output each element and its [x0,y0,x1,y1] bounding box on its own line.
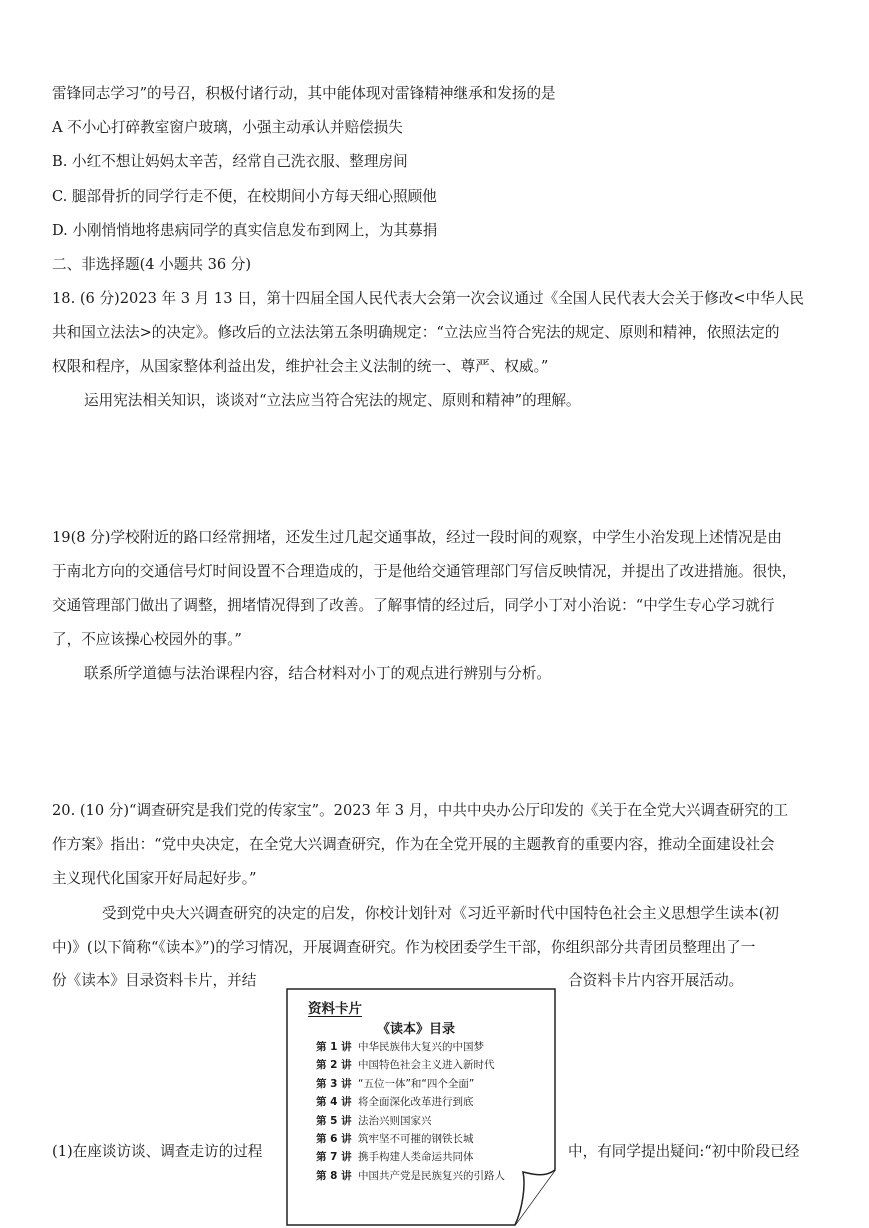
q19-line-2: 于南北方向的交通信号灯时间设置不合理造成的，于是他给交通管理部门写信反映情况，并提出了改进措施。很快， [52,563,797,580]
toc-item-title: 携手构建人类命运共同体 [358,1151,474,1164]
toc-item [316,1130,505,1148]
q18-line-2: 共和国立法法>的决定》。修改后的立法法第五条明确规定：“立法应当符合宪法的规定、原则和精神，依照法定的 [52,324,780,341]
q19-line-4: 了，不应该操心校园外的事。” [52,631,242,648]
toc-item-title: 筑牢坚不可摧的钢铁长城 [358,1132,474,1145]
q17-option-a: A 不小心打碎教室窗户玻璃，小强主动承认并赔偿损失 [52,119,403,136]
q20-line-2: 作方案》指出：“党中央决定，在全党大兴调查研究，作为在全党开展的主题教育的重要内容，推动全面建设社会 [52,836,775,853]
toc-item-title: 中华民族伟大复兴的中国梦 [358,1041,484,1053]
card-heading: 《读本》目录 [376,1022,455,1037]
toc-item-number: 第 1 讲 [316,1041,352,1053]
toc-item-number: 第 8 讲 [316,1169,352,1182]
toc-item [316,1075,505,1093]
q18-question: 运用宪法相关知识，谈谈对“立法应当符合宪法的规定、原则和精神”的理解。 [84,392,581,409]
toc-item [316,1093,505,1111]
q18-line-1: 18. (6 分)2023 年 3 月 13 日，第十四届全国人民代表大会第一次会议通过《全国人民代表大会关于修改<中华人民 [52,290,804,307]
toc-item-title: 法治兴则国家兴 [358,1114,432,1127]
toc-item [316,1148,505,1166]
toc-item [316,1038,505,1056]
toc-item-number: 第 3 讲 [316,1077,352,1090]
resource-card [286,988,556,1226]
toc-item-number: 第 2 讲 [316,1059,352,1072]
toc-item-title: 将全面深化改革进行到底 [358,1096,474,1109]
toc-item-number: 第 6 讲 [316,1132,352,1145]
card-title: 资料卡片 [308,1001,362,1017]
toc-list [316,1038,505,1185]
q17-option-d: D. 小刚悄悄地将患病同学的真实信息发布到网上，为其募捐 [52,222,438,239]
toc-item-title: “五位一体”和“四个全面” [358,1077,475,1090]
q20-sub1-left: (1)在座谈访谈、调查走访的过程 [52,1143,263,1160]
q17-stem-tail: 雷锋同志学习”的号召，积极付诸行动，其中能体现对雷锋精神继承和发扬的是 [52,85,556,102]
toc-item [316,1112,505,1130]
toc-item-number: 第 5 讲 [316,1114,352,1127]
toc-item-title: 中国特色社会主义进入新时代 [358,1059,495,1072]
q20-split-line-right: 合资料卡片内容开展活动。 [568,972,744,989]
section-heading: 二、非选择题(4 小题共 36 分) [52,256,252,273]
toc-item-title: 中国共产党是民族复兴的引路人 [358,1169,505,1182]
toc-item [316,1056,505,1074]
toc-item-number: 第 4 讲 [316,1096,352,1109]
toc-item-number: 第 7 讲 [316,1151,352,1164]
q20-sub1-right: 中，有同学提出疑问:“初中阶段已经 [568,1143,800,1160]
q19-line-3: 交通管理部门做出了调整，拥堵情况得到了改善。了解事情的经过后，同学小丁对小治说：“中学生专心学习就行 [52,597,775,614]
q20-split-line-left: 份《读本》目录资料卡片，并结 [52,972,257,989]
q19-question: 联系所学道德与法治课程内容，结合材料对小丁的观点进行辨别与分析。 [84,665,552,682]
q17-option-c: C. 腿部骨折的同学行走不便，在校期间小方每天细心照顾他 [52,188,437,205]
q19-line-1: 19(8 分)学校附近的路口经常拥堵，还发生过几起交通事故，经过一段时间的观察，中学生小治发现上述情况是由 [52,529,782,546]
q17-option-b: B. 小红不想让妈妈太辛苦，经常自己洗衣服、整理房间 [52,153,408,170]
q20-para2-line-1: 受到党中央大兴调查研究的决定的启发，你校计划针对《习近平新时代中国特色社会主义思想学生读本(初 [102,905,780,922]
q20-line-3: 主义现代化国家开好局起好步。” [52,870,257,887]
toc-item [316,1167,505,1185]
q20-line-1: 20. (10 分)“调查研究是我们党的传家宝”。2023 年 3 月，中共中央办公厅印发的《关于在全党大兴调查研究的工 [52,802,789,819]
q18-line-3: 权限和程序，从国家整体利益出发，维护社会主义法制的统一、尊严、权威。” [52,358,549,375]
q20-para2-line-2: 中)》(以下简称“《读本》”)的学习情况，开展调查研究。作为校团委学生干部，你组织部分共青团员整理出了一 [52,939,756,956]
